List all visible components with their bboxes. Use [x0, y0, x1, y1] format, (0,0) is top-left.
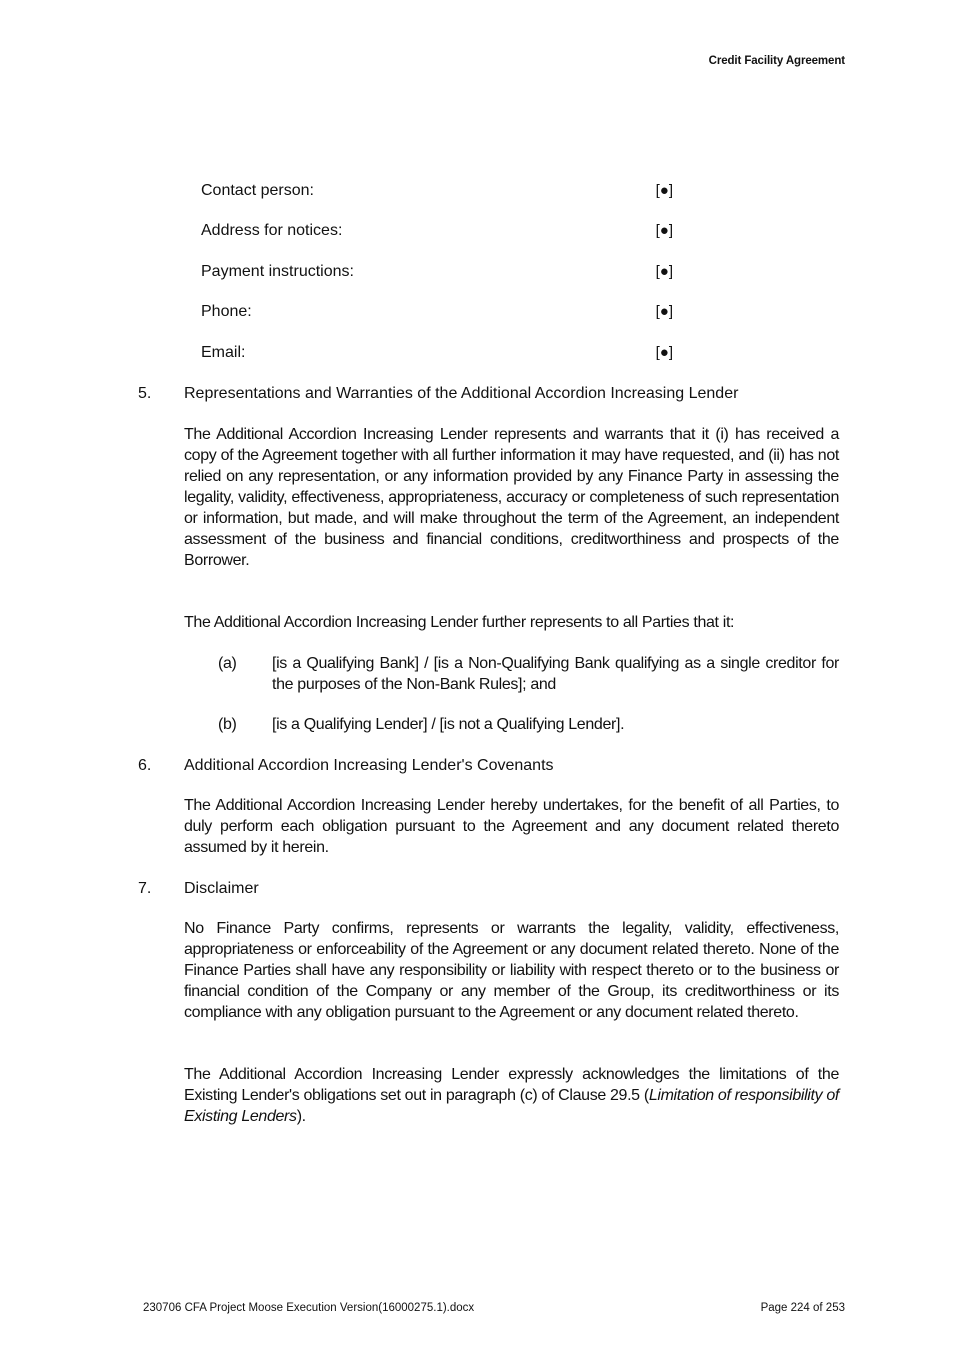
- contact-label: Address for notices:: [201, 222, 343, 239]
- running-header: Credit Facility Agreement: [708, 55, 845, 67]
- section-7-paragraph-1: No Finance Party confirms, represents or warrants the legality, validity, effectiveness, appropriateness or enforceability of the Agreement or any document related thereto. None of the Finance Parties shall have any responsibility or liability with respect thereto or to the business or financial condition of the Company or any member of the Group, its creditworthiness or its compliance with any obligation pursuant to the Agreement or any document related thereto.: [184, 920, 839, 1021]
- list-text: [is a Qualifying Lender] / [is not a Qualifying Lender].: [272, 716, 625, 733]
- list-item-b: [218, 714, 839, 735]
- footer-page-number: Page 224 of 253: [760, 1302, 845, 1314]
- contact-row-payment: [201, 262, 673, 282]
- contact-row-address: [201, 221, 673, 241]
- section-7-heading: [138, 878, 838, 899]
- contact-label: Phone:: [201, 303, 252, 320]
- section-title: Disclaimer: [184, 880, 259, 897]
- section-number: 5.: [138, 385, 152, 402]
- contact-row-phone: [201, 302, 673, 322]
- clause-reference-italic: Limitation of responsibility of Existing Lenders: [184, 1087, 839, 1125]
- list-item-a: [218, 653, 839, 695]
- placeholder-value: [●]: [655, 182, 673, 199]
- placeholder-value: [●]: [655, 222, 673, 239]
- section-number: 6.: [138, 757, 152, 774]
- footer-filename: 230706 CFA Project Moose Execution Version(16000275.1).docx: [143, 1302, 475, 1314]
- placeholder-value: [●]: [655, 303, 673, 320]
- list-label: (b): [218, 716, 237, 733]
- section-5-paragraph-1: The Additional Accordion Increasing Lender represents and warrants that it (i) has received a copy of the Agreement together with all further information it may have requested, and (ii) has not relied on any representation, or any information provided by any Finance Party in assessing the legality, validity, effectiveness, appropriateness, accuracy or completeness of such representation or information, but made, and will make throughout the term of the Agreement, an independent assessment of the business and financial conditions, creditworthiness and prospects of the Borrower.: [184, 426, 839, 569]
- section-6-heading: [138, 755, 838, 776]
- paragraph-text: The Additional Accordion Increasing Lender expressly acknowledges the limitations of the Existing Lender's obligations set out in paragraph (c) of Clause 29.5 (: [184, 1066, 839, 1104]
- section-6-paragraph: The Additional Accordion Increasing Lender hereby undertakes, for the benefit of all Parties, to duly perform each obligation pursuant to the Agreement and any document related thereto assumed by it herein.: [184, 797, 839, 856]
- section-title: Representations and Warranties of the Additional Accordion Increasing Lender: [184, 385, 739, 402]
- section-5-heading: [138, 383, 838, 404]
- section-5-paragraph-2: The Additional Accordion Increasing Lender further represents to all Parties that it:: [184, 614, 735, 631]
- contact-row-contact-person: [201, 181, 673, 201]
- placeholder-value: [●]: [655, 263, 673, 280]
- placeholder-value: [●]: [655, 344, 673, 361]
- contact-label: Email:: [201, 344, 246, 361]
- list-label: (a): [218, 655, 237, 672]
- contact-row-email: [201, 343, 673, 363]
- section-number: 7.: [138, 880, 152, 897]
- section-7-paragraph-2: [184, 1064, 839, 1127]
- section-title: Additional Accordion Increasing Lender's Covenants: [184, 757, 554, 774]
- paragraph-text: ).: [296, 1108, 306, 1125]
- contact-label: Payment instructions:: [201, 263, 354, 280]
- list-text: [is a Qualifying Bank] / [is a Non-Qualifying Bank qualifying as a single creditor for the purposes of the Non-Bank Rules]; and: [272, 655, 839, 693]
- contact-label: Contact person:: [201, 182, 314, 199]
